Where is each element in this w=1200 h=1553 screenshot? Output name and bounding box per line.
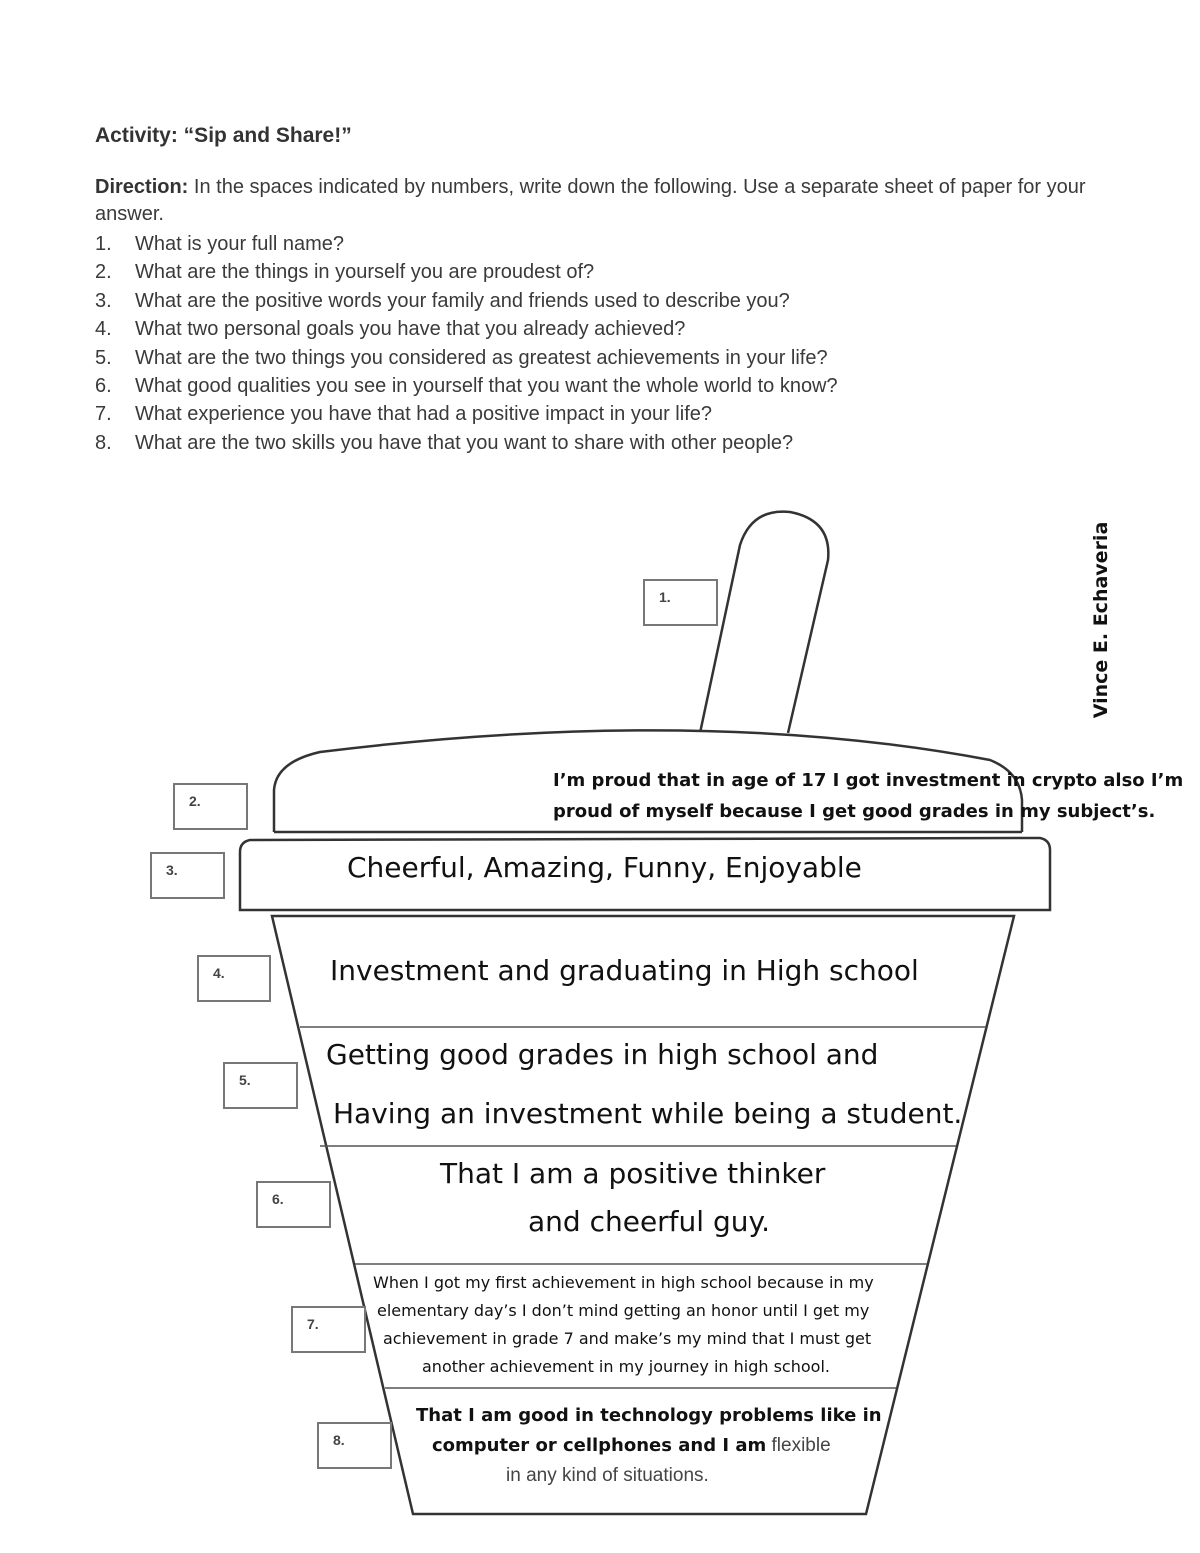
straw-shape: [700, 512, 828, 733]
question-item: 5. What are the two things you considered as greatest achievements in your life?: [95, 346, 828, 369]
answer-4: Investment and graduating in High school: [330, 954, 919, 987]
answer-5-line2: Having an investment while being a student.: [333, 1097, 963, 1130]
answer-7-line4: another achievement in my journey in high school.: [422, 1357, 830, 1376]
answer-7-line3: achievement in grade 7 and make’s my mind that I must get: [383, 1329, 872, 1348]
question-item: 4. What two personal goals you have that you already achieved?: [95, 318, 686, 341]
label-box-5: 5.: [223, 1062, 298, 1109]
answer-8-line2: [432, 1435, 831, 1457]
question-item: 1. What is your full name?: [95, 233, 344, 255]
question-item: 8. What are the two skills you have that you want to share with other people?: [95, 431, 794, 454]
answer-7-line2: elementary day’s I don’t mind getting an honor until I get my: [377, 1301, 870, 1320]
answer-8-line2-bold: computer or cellphones and I am: [432, 1435, 767, 1456]
answer-8-line2-plain: flexible: [766, 1435, 831, 1456]
direction-body: In the spaces indicated by numbers, write down the following. Use a separate sheet of paper for your answer.: [95, 176, 1086, 225]
author-name: Vince E. Echaveria: [1090, 521, 1112, 719]
answer-3: Cheerful, Amazing, Funny, Enjoyable: [347, 851, 862, 884]
label-box-2: 2.: [173, 783, 248, 830]
answer-6-line2: and cheerful guy.: [528, 1205, 770, 1238]
answer-8-line1: That I am good in technology problems like in: [416, 1405, 882, 1426]
answer-8-line3: in any kind of situations.: [506, 1465, 709, 1486]
answer-2-line2: proud of myself because I get good grades in my subject’s.: [553, 801, 1156, 822]
label-box-7: 7.: [291, 1306, 366, 1353]
question-item: 6. What good qualities you see in yourself that you want the whole world to know?: [95, 375, 838, 398]
label-box-3: 3.: [150, 852, 225, 899]
question-item: 3. What are the positive words your family and friends used to describe you?: [95, 289, 790, 312]
label-box-4: 4.: [197, 955, 271, 1002]
answer-6-line1: That I am a positive thinker: [440, 1157, 826, 1190]
label-box-8: 8.: [317, 1422, 392, 1469]
question-item: 2. What are the things in yourself you are proudest of?: [95, 261, 595, 284]
answer-5-line1: Getting good grades in high school and: [326, 1038, 879, 1071]
direction-label: Direction:: [95, 176, 189, 198]
question-item: 7. What experience you have that had a positive impact in your life?: [95, 403, 712, 426]
label-box-6: 6.: [256, 1181, 331, 1228]
answer-2-line1: I’m proud that in age of 17 I got investment in crypto also I’m: [553, 770, 1184, 791]
answer-7-line1: When I got my first achievement in high school because in my: [373, 1273, 874, 1292]
label-box-1: 1.: [643, 579, 718, 626]
activity-title: Activity: “Sip and Share!”: [95, 124, 352, 147]
